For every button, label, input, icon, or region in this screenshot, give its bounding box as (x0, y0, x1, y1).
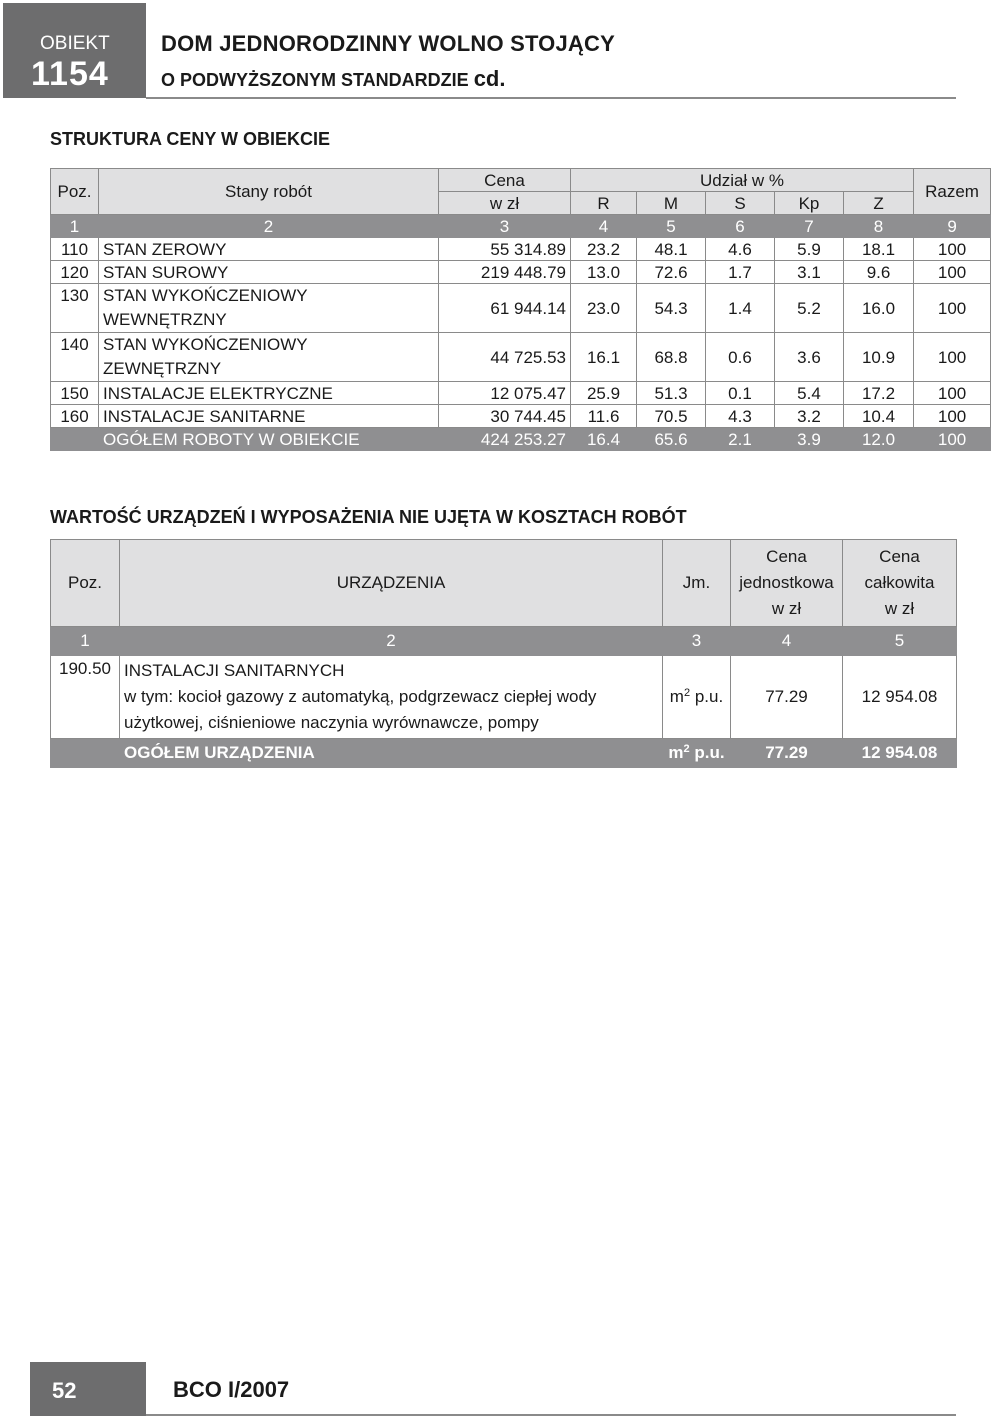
row-razem: 100 (914, 261, 991, 284)
row-s: 0.6 (706, 333, 775, 382)
row-z: 16.0 (844, 284, 914, 333)
eq-row-desc (120, 656, 663, 739)
page-subtitle (161, 66, 505, 92)
row-m: 48.1 (637, 238, 706, 261)
continued-mark: cd. (473, 66, 506, 91)
row-r: 23.0 (571, 284, 637, 333)
row-s: 4.3 (706, 405, 775, 428)
col-num: 3 (663, 627, 731, 656)
row-stan-line1: STAN WYKOŃCZENIOWY (103, 286, 308, 305)
row-kp: 5.4 (775, 382, 844, 405)
header-z: Z (844, 192, 914, 215)
eq-total-l1: Cena (879, 547, 920, 566)
row-poz: 150 (51, 382, 99, 405)
total-poz-empty (51, 428, 99, 451)
col-num: 6 (706, 215, 775, 238)
col-num: 1 (51, 215, 99, 238)
eq-header-urzadzenia: URZĄDZENIA (120, 540, 663, 627)
row-r: 16.1 (571, 333, 637, 382)
col-num: 2 (120, 627, 663, 656)
eq-desc-line2: w tym: kocioł gazowy z automatyką, podgrzewacz ciepłej wody (124, 687, 597, 706)
row-poz: 130 (51, 284, 99, 333)
table-row (51, 333, 991, 382)
page-number-badge (30, 1362, 146, 1416)
row-stan-line2: WEWNĘTRZNY (103, 310, 227, 329)
table-row (51, 284, 991, 333)
row-kp: 3.6 (775, 333, 844, 382)
eq-row-unit-price: 77.29 (731, 656, 843, 739)
total-z: 12.0 (844, 428, 914, 451)
eq-row-poz: 190.50 (51, 656, 120, 739)
row-m: 51.3 (637, 382, 706, 405)
page-title: DOM JEDNORODZINNY WOLNO STOJĄCY (161, 31, 615, 56)
col-num: 1 (51, 627, 120, 656)
col-num: 5 (843, 627, 957, 656)
row-poz: 110 (51, 238, 99, 261)
row-kp: 3.2 (775, 405, 844, 428)
jm-sup: 2 (683, 687, 691, 699)
subtitle-text: O PODWYŻSZONYM STANDARDZIE (161, 70, 469, 90)
eq-total-l2: całkowita (864, 573, 935, 592)
price-structure-table (50, 168, 991, 451)
row-stan: INSTALACJE ELEKTRYCZNE (99, 382, 439, 405)
header-rule (146, 97, 956, 99)
row-cena: 30 744.45 (439, 405, 571, 428)
row-cena: 55 314.89 (439, 238, 571, 261)
eq-total-unit-price: 77.29 (731, 739, 843, 768)
row-razem: 100 (914, 284, 991, 333)
header-stany: Stany robót (99, 169, 439, 215)
eq-total-label: OGÓŁEM URZĄDZENIA (120, 739, 663, 768)
eq-desc-line1: INSTALACJI SANITARNYCH (124, 661, 345, 680)
total-cena: 424 253.27 (439, 428, 571, 451)
object-label: OBIEKT (40, 33, 110, 54)
eq-header-poz: Poz. (51, 540, 120, 627)
page-number: 52 (52, 1378, 77, 1403)
eq-total-jm (663, 739, 731, 768)
row-z: 18.1 (844, 238, 914, 261)
jm-base: m (669, 687, 684, 706)
header-udzial: Udział w % (571, 169, 914, 192)
header-razem: Razem (914, 169, 991, 215)
eq-total-poz-empty (51, 739, 120, 768)
row-razem: 100 (914, 405, 991, 428)
row-s: 1.4 (706, 284, 775, 333)
row-kp: 5.2 (775, 284, 844, 333)
row-cena: 44 725.53 (439, 333, 571, 382)
row-kp: 3.1 (775, 261, 844, 284)
row-s: 4.6 (706, 238, 775, 261)
eq-unit-l3: w zł (771, 599, 802, 618)
col-num: 3 (439, 215, 571, 238)
row-r: 23.2 (571, 238, 637, 261)
eq-header-total-price (843, 540, 957, 627)
eq-unit-l2: jednostkowa (739, 573, 834, 592)
column-number-row (51, 627, 957, 656)
header-row (51, 169, 991, 192)
row-stan-line1: STAN WYKOŃCZENIOWY (103, 335, 308, 354)
total-r: 16.4 (571, 428, 637, 451)
col-num: 8 (844, 215, 914, 238)
col-num: 4 (571, 215, 637, 238)
row-r: 13.0 (571, 261, 637, 284)
eq-total-l3: w zł (884, 599, 915, 618)
eq-row-total-price: 12 954.08 (843, 656, 957, 739)
row-r: 25.9 (571, 382, 637, 405)
total-row (51, 739, 957, 768)
eq-total-total-price: 12 954.08 (843, 739, 957, 768)
row-z: 9.6 (844, 261, 914, 284)
row-kp: 5.9 (775, 238, 844, 261)
row-s: 0.1 (706, 382, 775, 405)
row-cena: 219 448.79 (439, 261, 571, 284)
header-kp: Kp (775, 192, 844, 215)
row-stan: STAN ZEROWY (99, 238, 439, 261)
header-r: R (571, 192, 637, 215)
eq-header-jm: Jm. (663, 540, 731, 627)
total-s: 2.1 (706, 428, 775, 451)
row-stan: INSTALACJE SANITARNE (99, 405, 439, 428)
row-z: 10.9 (844, 333, 914, 382)
equipment-title: WARTOŚĆ URZĄDZEŃ I WYPOSAŻENIA NIE UJĘTA W KOSZTACH ROBÓT (50, 507, 687, 527)
col-num: 9 (914, 215, 991, 238)
col-num: 5 (637, 215, 706, 238)
jm-sup: 2 (683, 743, 690, 755)
eq-header-unit-price (731, 540, 843, 627)
jm-rest: p.u. (689, 743, 725, 762)
total-razem: 100 (914, 428, 991, 451)
col-num: 2 (99, 215, 439, 238)
table-row (51, 238, 991, 261)
row-stan-line2: ZEWNĘTRZNY (103, 359, 222, 378)
eq-row-jm (663, 656, 731, 739)
header-s: S (706, 192, 775, 215)
header-m: M (637, 192, 706, 215)
equipment-table (50, 539, 957, 768)
row-s: 1.7 (706, 261, 775, 284)
row-r: 11.6 (571, 405, 637, 428)
total-row (51, 428, 991, 451)
row-m: 68.8 (637, 333, 706, 382)
row-poz: 120 (51, 261, 99, 284)
header-poz: Poz. (51, 169, 99, 215)
row-z: 17.2 (844, 382, 914, 405)
row-stan: STAN SUROWY (99, 261, 439, 284)
row-m: 54.3 (637, 284, 706, 333)
header-cena-unit: w zł (439, 192, 571, 215)
jm-rest: p.u. (690, 687, 724, 706)
object-badge (3, 3, 146, 98)
row-m: 72.6 (637, 261, 706, 284)
row-m: 70.5 (637, 405, 706, 428)
table-row (51, 656, 957, 739)
col-num: 7 (775, 215, 844, 238)
row-razem: 100 (914, 382, 991, 405)
row-z: 10.4 (844, 405, 914, 428)
table-row (51, 382, 991, 405)
eq-desc-line3: użytkowej, ciśnieniowe naczynia wyrównawcze, pompy (124, 713, 539, 732)
object-number: 1154 (31, 55, 109, 93)
row-razem: 100 (914, 238, 991, 261)
row-razem: 100 (914, 333, 991, 382)
header-cena: Cena (439, 169, 571, 192)
row-stan (99, 284, 439, 333)
footer-rule (146, 1414, 956, 1416)
row-cena: 61 944.14 (439, 284, 571, 333)
header-row (51, 540, 957, 627)
row-poz: 160 (51, 405, 99, 428)
price-structure-title: STRUKTURA CENY W OBIEKCIE (50, 129, 331, 149)
jm-base: m (668, 743, 684, 762)
row-stan (99, 333, 439, 382)
row-cena: 12 075.47 (439, 382, 571, 405)
total-label: OGÓŁEM ROBOTY W OBIEKCIE (99, 428, 439, 451)
col-num: 4 (731, 627, 843, 656)
row-poz: 140 (51, 333, 99, 382)
table-row (51, 405, 991, 428)
eq-unit-l1: Cena (766, 547, 807, 566)
total-m: 65.6 (637, 428, 706, 451)
table-row (51, 261, 991, 284)
total-kp: 3.9 (775, 428, 844, 451)
publication-name: BCO I/2007 (173, 1377, 290, 1402)
column-number-row (51, 215, 991, 238)
